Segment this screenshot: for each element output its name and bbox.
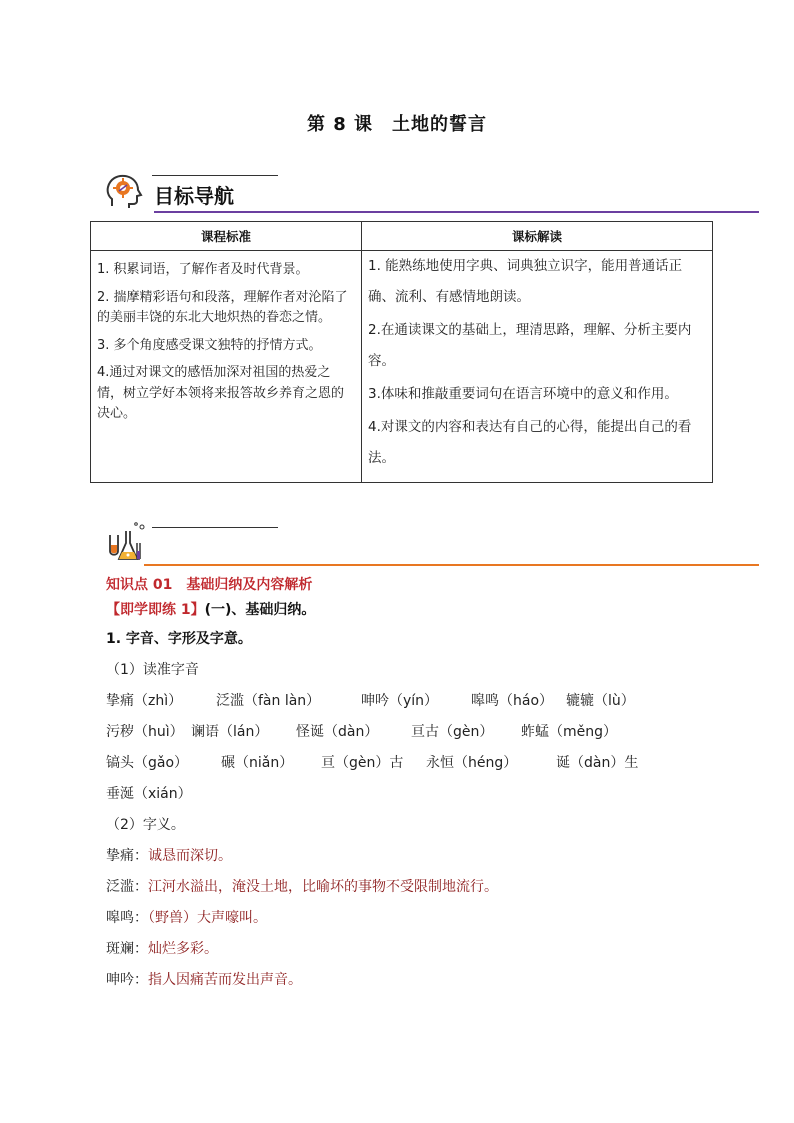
header-standard-interpretation: 课标解读 [362,222,713,251]
goal-section-header [104,170,759,216]
practice-heading [106,596,726,624]
pron-word: 碾（niǎn） [221,755,294,771]
table-header-row [91,222,713,251]
pron-word: 嗥鸣（háo） [471,693,554,709]
header-course-standard: 课程标准 [91,222,362,251]
pronunciation-row [106,686,726,717]
orange-divider [144,564,759,566]
practice-text: (一)、基础归纳。 [204,602,316,618]
standard-item: 1. 积累词语，了解作者及时代背景。 [97,262,309,277]
meaning-term: 斑斓： [106,941,148,957]
interpretation-item: 3.体味和推敲重要词句在语言环境中的意义和作用。 [368,386,678,402]
header-top-line [152,175,278,176]
meaning-item [106,872,726,903]
pronunciation-row [106,717,726,748]
meaning-definition: 江河水溢出，淹没土地，比喻坏的事物不受限制地流行。 [148,879,498,895]
interpretation-item: 2.在通读课文的基础上，理清思路，理解、分析主要内容。 [368,322,692,369]
meaning-item [106,841,726,872]
interpretation-item: 1. 能熟练地使用字典、词典独立识字，能用普通话正确、流利、有感情地朗读。 [368,258,683,305]
pron-word: 垂涎（xián） [106,786,192,802]
pron-word: 亘古（gèn） [411,724,494,740]
meaning-definition: 诚恳而深切。 [148,848,232,864]
pron-word: 谰语（lán） [191,724,269,740]
interpretation-cell [362,251,713,483]
knowledge-content [106,574,726,996]
flask-icon [104,521,148,565]
table-row [91,251,713,483]
meaning-definition: 指人因痛苦而发出声音。 [148,972,302,988]
course-standard-cell [91,251,362,483]
standard-item: 2. 揣摩精彩语句和段落，理解作者对沦陷了的美丽丰饶的东北大地炽热的眷恋之情。 [97,289,348,325]
pronunciation-row [106,748,726,779]
page-title: 第 8 课 土地的誓言 [306,114,488,135]
interpretation-item: 4.对课文的内容和表达有自己的心得，能提出自己的看法。 [368,419,692,466]
item-title: 1. 字音、字形及字意。 [106,631,252,647]
standard-item: 3. 多个角度感受课文独特的抒情方式。 [97,337,322,353]
pron-word: 镐头（gǎo） [106,755,189,771]
meaning-term: 泛滥： [106,879,148,895]
sub-heading-meaning: （2）字义。 [106,817,185,833]
header-top-line [152,527,278,528]
pron-word: 怪诞（dàn） [296,724,379,740]
pron-word: 污秽（huì） [106,724,184,740]
pron-word: 辘辘（lù） [566,693,635,709]
sub-heading-pronunciation: （1）读准字音 [106,662,199,678]
pron-word: 呻吟（yín） [361,693,439,709]
knowledge-section-header [104,521,759,571]
meaning-term: 呻吟： [106,972,148,988]
standard-item: 4.通过对课文的感悟加深对祖国的热爱之情，树立学好本领将来报答故乡养育之恩的决心。 [97,365,345,421]
pron-word: 泛滥（fàn làn） [216,693,321,709]
goal-section-label: 目标导航 [154,184,234,208]
pron-word: 永恒（héng） [426,755,518,771]
meaning-term: 嗥鸣： [106,910,148,926]
pron-word: 蚱蜢（měng） [521,724,618,740]
meaning-definition: （野兽）大声嚎叫。 [148,910,267,926]
meaning-term: 挚痛： [106,848,148,864]
meaning-item [106,903,726,934]
standards-table [90,221,713,483]
pron-word: 亘（gèn）古 [321,755,404,771]
pron-word: 挚痛（zhì） [106,693,183,709]
pron-word: 诞（dàn）生 [556,755,639,771]
head-gear-icon [104,172,144,212]
purple-divider [154,211,759,213]
meaning-item [106,934,726,965]
pronunciation-row [106,779,726,810]
meaning-definition: 灿烂多彩。 [148,941,218,957]
knowledge-point-title: 知识点 01 基础归纳及内容解析 [106,577,313,593]
practice-bracket: 【即学即练 1】 [106,602,205,618]
meaning-item [106,965,726,996]
